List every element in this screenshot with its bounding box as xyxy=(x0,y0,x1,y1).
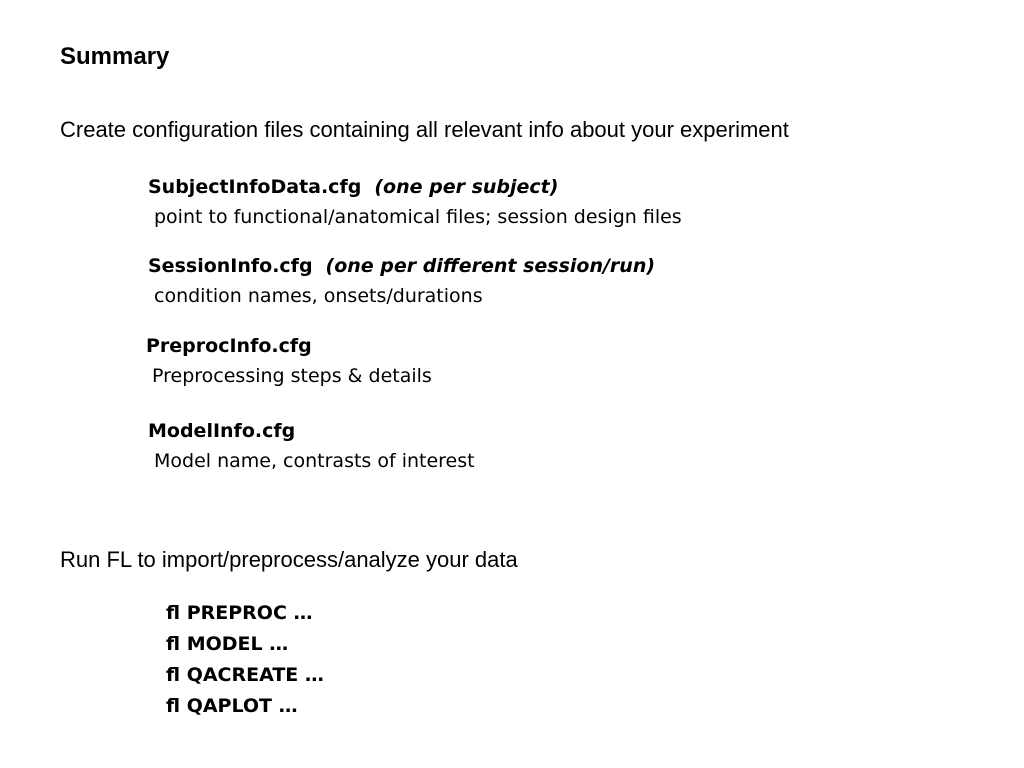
config-file-name xyxy=(148,255,655,277)
config-file-name xyxy=(148,420,295,442)
config-file-description: Preprocessing steps & details xyxy=(152,365,432,387)
command-line: fl MODEL … xyxy=(166,633,289,655)
config-file-description: condition names, onsets/durations xyxy=(154,285,483,307)
command-line: fl QACREATE … xyxy=(166,664,324,686)
slide-title: Summary xyxy=(60,43,170,70)
config-file-name-label: PreprocInfo.cfg xyxy=(146,335,312,357)
command-list xyxy=(166,598,324,722)
config-file-note: (one per different session/run) xyxy=(325,255,656,277)
config-file-name-label: SubjectInfoData.cfg xyxy=(148,176,362,198)
config-file-description: Model name, contrasts of interest xyxy=(154,450,475,472)
run-instruction: Run FL to import/preprocess/analyze your data xyxy=(60,547,518,572)
command-line: fl PREPROC … xyxy=(166,602,313,624)
config-file-description: point to functional/anatomical files; session design files xyxy=(154,206,682,228)
config-file-name xyxy=(146,335,312,357)
intro-text: Create configuration files containing all relevant info about your experiment xyxy=(60,117,789,142)
config-file-name-label: ModelInfo.cfg xyxy=(148,420,296,442)
config-file-name-label: SessionInfo.cfg xyxy=(148,255,313,277)
config-file-note: (one per subject) xyxy=(374,176,559,198)
command-line: fl QAPLOT … xyxy=(166,695,298,717)
config-file-name xyxy=(148,176,558,198)
